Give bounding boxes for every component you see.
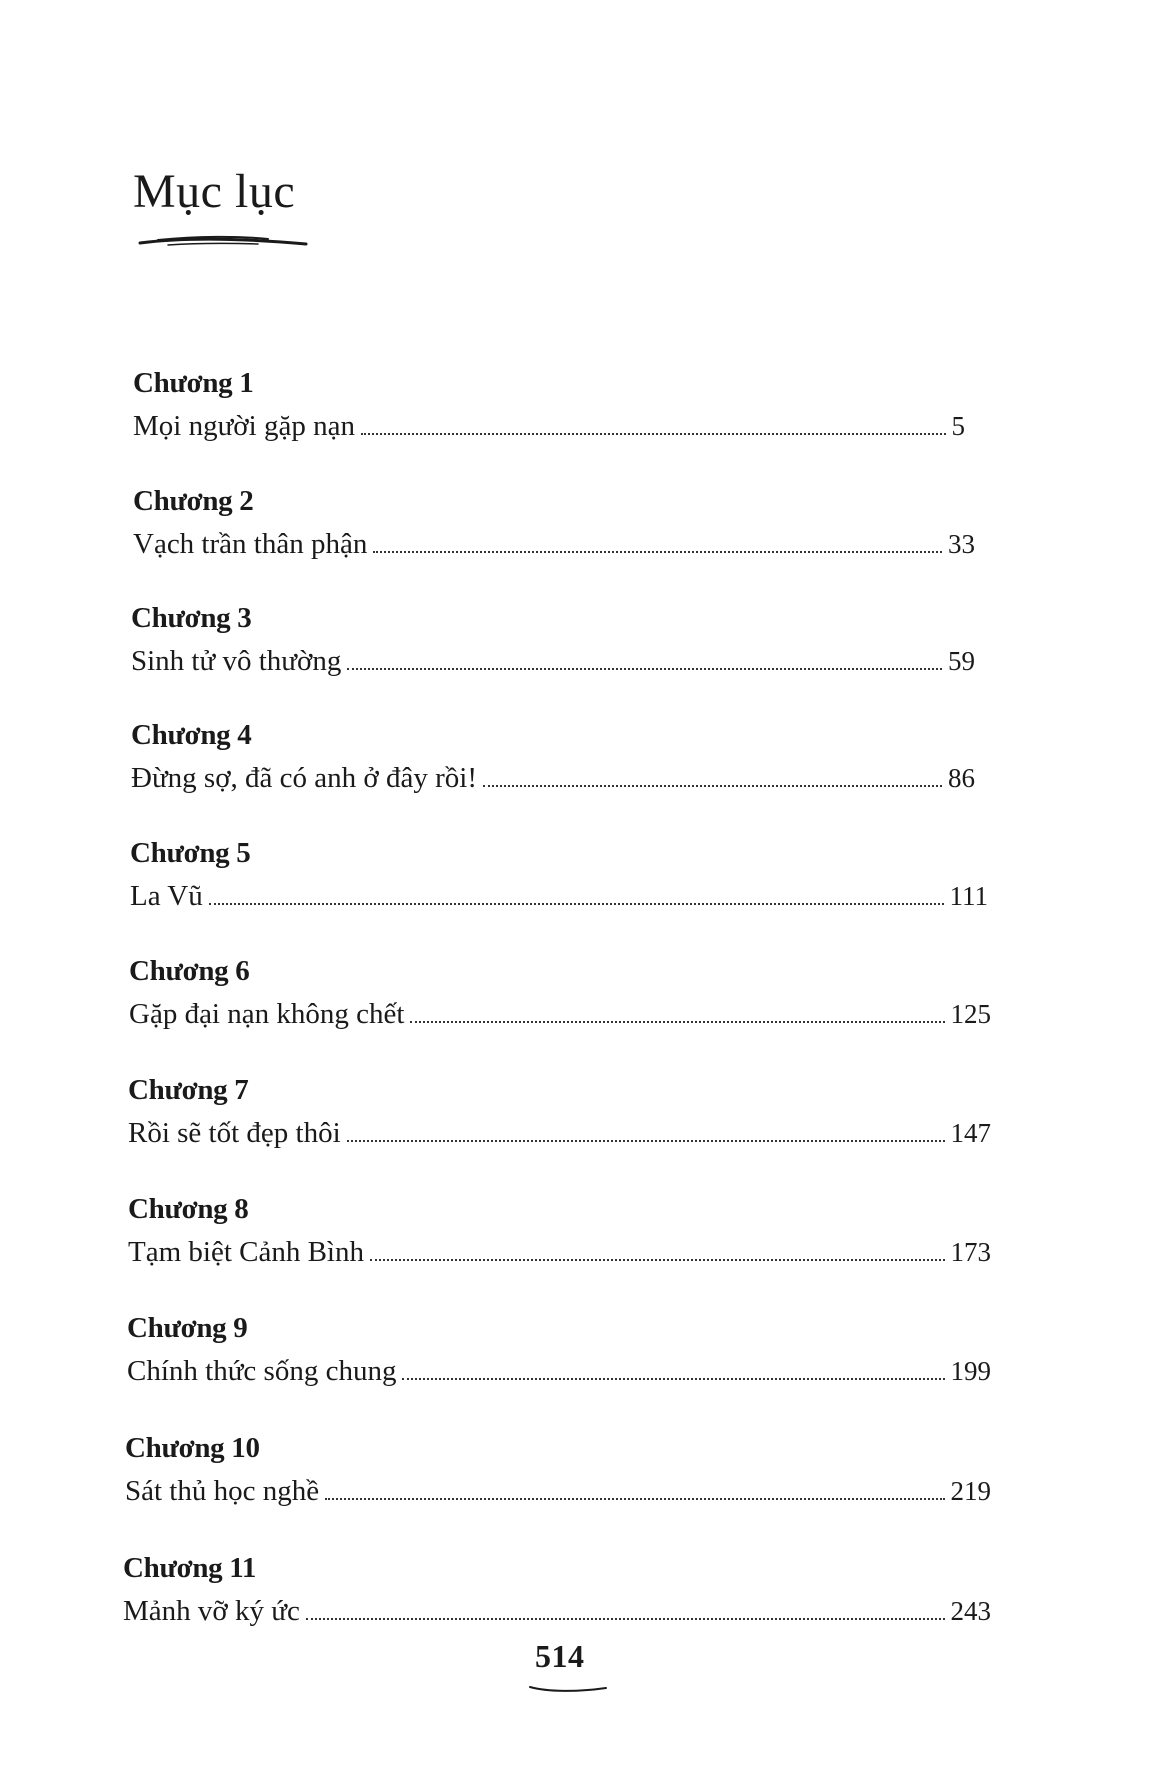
- chapter-page-number: 59: [948, 646, 975, 676]
- chapter-name: Tạm biệt Cảnh Bình: [128, 1236, 364, 1268]
- dot-leader: [410, 1021, 944, 1023]
- page-number-underline-ornament: [528, 1683, 608, 1695]
- dot-leader: [373, 551, 942, 553]
- toc-entry-6: [129, 953, 991, 1035]
- toc-entry-8: [128, 1191, 991, 1273]
- toc-entry-9: [127, 1310, 991, 1392]
- chapter-name: Đừng sợ, đã có anh ở đây rồi!: [131, 762, 477, 794]
- dot-leader: [347, 1140, 945, 1142]
- dot-leader: [306, 1618, 945, 1620]
- chapter-name: Mọi người gặp nạn: [133, 410, 355, 442]
- page-title: Mục lục: [133, 165, 296, 218]
- chapter-label: Chương 4: [131, 719, 252, 751]
- dot-leader: [347, 668, 942, 670]
- toc-entry-4: [131, 717, 975, 799]
- chapter-name: Sinh tử vô thường: [131, 645, 342, 677]
- dot-leader: [402, 1378, 944, 1380]
- toc-entry-2: [133, 483, 975, 565]
- chapter-label: Chương 3: [131, 602, 252, 634]
- chapter-label: Chương 2: [133, 485, 254, 517]
- chapter-line: [131, 640, 975, 682]
- chapter-line: [128, 1231, 991, 1273]
- chapter-page-number: 5: [951, 411, 965, 441]
- chapter-name: Chính thức sống chung: [127, 1355, 397, 1387]
- chapter-line: [128, 1112, 991, 1154]
- dot-leader: [209, 903, 944, 905]
- chapter-label: Chương 6: [129, 955, 250, 987]
- chapter-name: Mảnh vỡ ký ức: [123, 1595, 300, 1627]
- chapter-page-number: 33: [948, 529, 975, 559]
- dot-leader: [361, 433, 946, 435]
- chapter-line: [127, 1350, 991, 1392]
- chapter-page-number: 219: [950, 1476, 991, 1506]
- chapter-name: Gặp đại nạn không chết: [129, 998, 405, 1030]
- toc-entry-3: [131, 600, 975, 682]
- chapter-line: [131, 757, 975, 799]
- chapter-line: [123, 1590, 991, 1632]
- chapter-page-number: 111: [949, 881, 988, 911]
- title-underline-ornament: [138, 232, 308, 252]
- chapter-line: [130, 875, 988, 917]
- chapter-label: Chương 1: [133, 367, 254, 399]
- chapter-page-number: 199: [950, 1356, 991, 1386]
- chapter-label: Chương 10: [125, 1432, 260, 1464]
- chapter-label: Chương 8: [128, 1193, 249, 1225]
- chapter-page-number: 173: [950, 1237, 991, 1267]
- chapter-line: [125, 1470, 991, 1512]
- dot-leader: [370, 1259, 945, 1261]
- chapter-label: Chương 9: [127, 1312, 248, 1344]
- dot-leader: [325, 1498, 944, 1500]
- toc-entry-5: [130, 835, 988, 917]
- dot-leader: [483, 785, 942, 787]
- chapter-line: [133, 523, 975, 565]
- chapter-label: Chương 5: [130, 837, 251, 869]
- toc-entry-10: [125, 1430, 991, 1512]
- chapter-page-number: 243: [950, 1596, 991, 1626]
- chapter-line: [133, 405, 965, 447]
- chapter-name: Sát thủ học nghề: [125, 1475, 320, 1507]
- chapter-name: Vạch trần thân phận: [133, 528, 368, 560]
- chapter-page-number: 86: [948, 763, 975, 793]
- page-number: 514: [535, 1638, 585, 1674]
- chapter-page-number: 125: [950, 999, 991, 1029]
- toc-entry-11: [123, 1550, 991, 1632]
- chapter-line: [129, 993, 991, 1035]
- chapter-name: Rồi sẽ tốt đẹp thôi: [128, 1117, 341, 1149]
- chapter-name: La Vũ: [130, 880, 203, 912]
- chapter-label: Chương 7: [128, 1074, 249, 1106]
- toc-entry-1: [133, 365, 965, 447]
- toc-entry-7: [128, 1072, 991, 1154]
- chapter-label: Chương 11: [123, 1552, 257, 1584]
- chapter-page-number: 147: [950, 1118, 991, 1148]
